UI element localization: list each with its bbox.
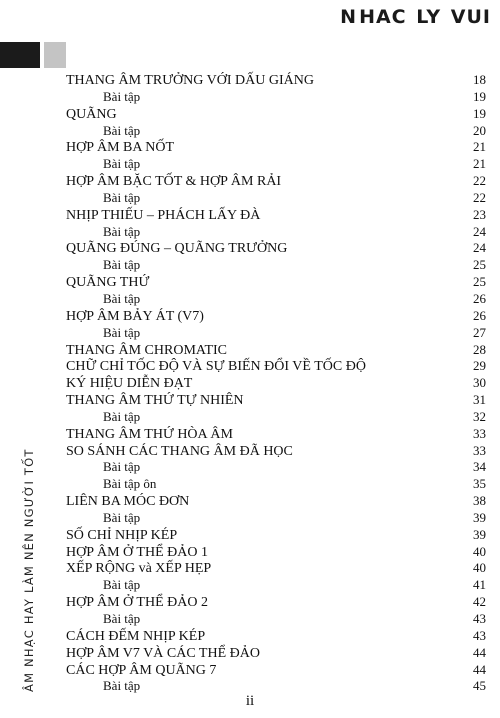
toc-entry-page: 29: [473, 358, 486, 374]
toc-entry-page: 24: [473, 223, 486, 239]
logo-letter: LY: [416, 6, 442, 28]
toc-entry-page: 33: [473, 442, 486, 458]
toc-entry-page: 23: [473, 206, 486, 222]
toc-entry[interactable]: [66, 628, 486, 645]
toc-entry-page: 32: [473, 408, 486, 424]
toc-entry[interactable]: [66, 527, 486, 544]
toc-entry-title: QUÃNG ĐÚNG – QUÃNG TRƯỞNG: [66, 241, 288, 257]
table-of-contents: [66, 72, 486, 695]
header-grey-block: [44, 42, 66, 68]
toc-entry[interactable]: [66, 358, 486, 375]
toc-entry-title: Bài tập: [103, 223, 141, 239]
toc-sub-entry[interactable]: [66, 611, 486, 628]
toc-entry-title: LIÊN BA MÓC ĐƠN: [66, 494, 190, 510]
toc-entry-page: 21: [473, 139, 486, 155]
logo-letter: VUI: [450, 6, 491, 28]
toc-entry[interactable]: [66, 443, 486, 460]
toc-entry[interactable]: [66, 72, 486, 89]
toc-entry-page: 40: [473, 560, 486, 576]
toc-entry-title: Bài tập: [103, 324, 141, 340]
toc-entry[interactable]: [66, 173, 486, 190]
toc-entry[interactable]: [66, 594, 486, 611]
toc-sub-entry[interactable]: [66, 257, 486, 274]
toc-entry-title: Bài tập ôn: [103, 476, 157, 492]
toc-sub-entry[interactable]: [66, 409, 486, 426]
toc-entry-title: Bài tập: [103, 408, 141, 424]
logo-letter: HAC: [359, 6, 407, 28]
toc-entry-page: 21: [473, 156, 486, 172]
toc-entry-title: Bài tập: [103, 678, 141, 694]
toc-entry[interactable]: [66, 274, 486, 291]
toc-sub-entry[interactable]: [66, 325, 486, 342]
toc-entry-title: THANG ÂM THỨ HÒA ÂM: [66, 426, 233, 442]
toc-entry-title: Bài tập: [103, 189, 141, 205]
toc-entry-page: 19: [473, 88, 486, 104]
toc-entry-page: 44: [473, 661, 486, 677]
toc-entry-title: SO SÁNH CÁC THANG ÂM ĐÃ HỌC: [66, 443, 293, 459]
toc-sub-entry[interactable]: [66, 190, 486, 207]
toc-entry-title: KÝ HIỆU DIỄN ĐẠT: [66, 376, 193, 392]
toc-entry[interactable]: [66, 342, 486, 359]
toc-entry-page: 35: [473, 476, 486, 492]
toc-sub-entry[interactable]: [66, 123, 486, 140]
toc-entry-title: SỐ CHỈ NHỊP KÉP: [66, 527, 178, 543]
toc-entry-title: Bài tập: [103, 257, 141, 273]
toc-sub-entry[interactable]: [66, 577, 486, 594]
toc-entry-page: 22: [473, 173, 486, 189]
toc-entry-page: 33: [473, 425, 486, 441]
toc-sub-entry[interactable]: [66, 224, 486, 241]
logo-letter: N: [340, 6, 358, 28]
toc-entry-page: 42: [473, 594, 486, 610]
toc-entry-page: 41: [473, 577, 486, 593]
toc-sub-entry[interactable]: [66, 510, 486, 527]
toc-entry-title: THANG ÂM TRƯỞNG VỚI DẤU GIÁNG: [66, 73, 314, 88]
toc-entry[interactable]: [66, 106, 486, 123]
page-number: ii: [245, 693, 255, 709]
toc-entry[interactable]: [66, 207, 486, 224]
toc-entry-title: THANG ÂM CHROMATIC: [66, 342, 228, 358]
toc-sub-entry[interactable]: [66, 476, 486, 493]
toc-entry-title: NHỊP THIẾU – PHÁCH LẤY ĐÀ: [66, 207, 261, 223]
toc-entry[interactable]: [66, 560, 486, 577]
toc-entry[interactable]: [66, 375, 486, 392]
toc-entry-page: 22: [473, 189, 486, 205]
toc-entry-page: 26: [473, 290, 486, 306]
toc-entry-page: 43: [473, 611, 486, 626]
toc-entry-title: QUÃNG: [66, 106, 117, 122]
toc-entry-title: Bài tập: [103, 122, 141, 138]
toc-entry-page: 30: [473, 375, 486, 391]
toc-entry-page: 39: [473, 526, 486, 542]
toc-entry-page: 18: [473, 72, 486, 87]
spine-tagline: ÂM NHẠC HAY LÀM NÊN NGƯỜI TỐT: [22, 448, 36, 692]
toc-entry-page: 38: [473, 493, 486, 509]
toc-sub-entry[interactable]: [66, 89, 486, 106]
toc-entry[interactable]: [66, 493, 486, 510]
toc-entry-page: 43: [473, 627, 486, 643]
toc-entry-title: HỢP ÂM V7 VÀ CÁC THỂ ĐẢO: [66, 645, 260, 661]
toc-entry[interactable]: [66, 308, 486, 325]
toc-entry-page: 26: [473, 307, 486, 323]
toc-entry-title: HỢP ÂM Ở THỂ ĐẢO 1: [66, 544, 208, 560]
toc-entry-title: Bài tập: [103, 156, 141, 172]
toc-entry-title: Bài tập: [103, 611, 141, 626]
toc-entry-page: 45: [473, 678, 486, 694]
toc-entry-page: 31: [473, 392, 486, 408]
toc-entry[interactable]: [66, 392, 486, 409]
toc-entry-page: 39: [473, 509, 486, 525]
toc-sub-entry[interactable]: [66, 291, 486, 308]
toc-entry-title: CÁC HỢP ÂM QUÃNG 7: [66, 662, 217, 678]
toc-entry-title: HỢP ÂM Ở THỂ ĐẢO 2: [66, 595, 208, 611]
toc-entry-title: Bài tập: [103, 509, 141, 525]
toc-entry-title: Bài tập: [103, 88, 141, 104]
toc-entry-title: CÁCH ĐẾM NHỊP KÉP: [66, 628, 206, 644]
toc-sub-entry[interactable]: [66, 156, 486, 173]
toc-entry-title: HỢP ÂM BẶC TỐT & HỢP ÂM RẢI: [66, 174, 282, 190]
toc-entry-title: HỢP ÂM BA NỐT: [66, 140, 174, 156]
toc-entry[interactable]: [66, 544, 486, 561]
toc-entry-page: 28: [473, 341, 486, 357]
toc-entry-page: 44: [473, 644, 486, 660]
toc-entry-page: 24: [473, 240, 486, 256]
toc-entry[interactable]: [66, 662, 486, 679]
toc-entry-page: 40: [473, 543, 486, 559]
toc-entry-page: 25: [473, 257, 486, 273]
toc-entry-page: 34: [473, 459, 486, 475]
toc-entry-title: XẾP RỘNG và XẾP HẸP: [66, 561, 212, 577]
nhac-ly-vui-logo: [339, 6, 492, 28]
toc-entry[interactable]: [66, 426, 486, 443]
toc-entry-title: THANG ÂM THỨ TỰ NHIÊN: [66, 393, 244, 409]
toc-entry-title: Bài tập: [103, 459, 141, 475]
toc-entry-page: 19: [473, 105, 486, 121]
header-dark-block: [0, 42, 40, 68]
toc-entry-page: 25: [473, 274, 486, 290]
toc-entry-title: HỢP ÂM BẢY ÁT (V7): [66, 308, 204, 324]
toc-entry[interactable]: [66, 240, 486, 257]
toc-entry-title: Bài tập: [103, 577, 141, 593]
toc-entry-page: 20: [473, 122, 486, 138]
toc-sub-entry[interactable]: [66, 459, 486, 476]
toc-entry[interactable]: [66, 139, 486, 156]
toc-entry-page: 27: [473, 324, 486, 340]
toc-entry[interactable]: [66, 645, 486, 662]
toc-entry-title: CHỮ CHỈ TỐC ĐỘ VÀ SỰ BIẾN ĐỔI VỀ TỐC ĐỘ: [66, 359, 366, 375]
toc-entry-title: Bài tập: [103, 290, 141, 306]
toc-entry-title: QUÃNG THỨ: [66, 275, 150, 291]
